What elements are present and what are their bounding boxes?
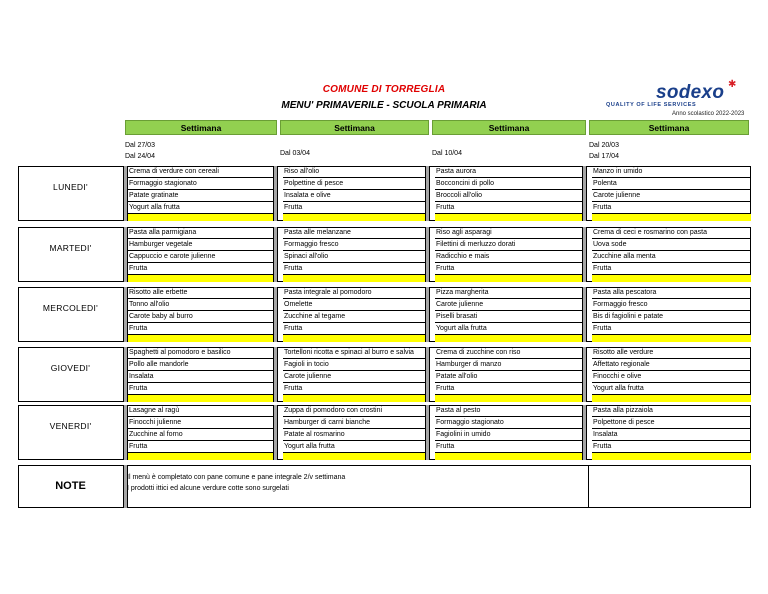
week-dates-4 (589, 140, 619, 162)
highlight-bar (592, 275, 751, 282)
highlight-bar (283, 395, 425, 402)
column-divider (273, 166, 278, 221)
column-divider (273, 287, 278, 342)
cell-rule (128, 201, 273, 202)
menu-item: Pollo alle mandorle (129, 361, 189, 368)
column-divider (425, 347, 430, 402)
day-label: VENERDI' (49, 421, 92, 431)
cell-rule (592, 310, 751, 311)
highlight-bar (592, 453, 751, 460)
cell-rule (435, 177, 582, 178)
column-divider (273, 347, 278, 402)
cell-rule (283, 358, 425, 359)
menu-item: Insalata (129, 373, 154, 380)
highlight-bar (283, 214, 425, 221)
column-divider (425, 405, 430, 460)
cell-rule (592, 262, 751, 263)
cell-rule (435, 310, 582, 311)
column-divider (582, 347, 587, 402)
menu-item: Frutta (284, 204, 303, 211)
cell-rule (128, 358, 273, 359)
week-date: Dal 27/03 (125, 142, 155, 149)
cell-rule (283, 238, 425, 239)
notes-label: NOTE (55, 480, 86, 492)
column-divider (588, 465, 589, 508)
cell-rule (283, 262, 425, 263)
cell-rule (128, 238, 273, 239)
column-divider (425, 287, 430, 342)
day-label: MARTEDI' (49, 243, 92, 253)
cell-rule (435, 189, 582, 190)
menu-item: Lasagne al ragù (129, 407, 180, 414)
day-label: MERCOLEDI' (42, 303, 99, 313)
menu-item: Frutta (129, 385, 148, 392)
highlight-bar (128, 453, 273, 460)
menu-item: Patate gratinate (129, 192, 179, 199)
highlight-bar (435, 275, 582, 282)
menu-item: Riso all'olio (284, 168, 320, 175)
menu-item: Hamburger di carni bianche (284, 419, 370, 426)
menu-item: Frutta (593, 325, 612, 332)
menu-item: Filettini di merluzzo dorati (436, 241, 516, 248)
column-divider (273, 405, 278, 460)
menu-item: Frutta (129, 443, 148, 450)
menu-item: Radicchio e mais (436, 253, 490, 260)
menu-item: Yogurt alla frutta (129, 204, 180, 211)
cell-rule (283, 370, 425, 371)
cell-rule (283, 250, 425, 251)
cell-rule (592, 440, 751, 441)
cell-rule (435, 262, 582, 263)
menu-item: Crema di ceci e rosmarino con pasta (593, 229, 707, 236)
menu-item: Crema di verdure con cereali (129, 168, 219, 175)
menu-item: Frutta (593, 443, 612, 450)
cell-rule (435, 322, 582, 323)
cell-rule (592, 201, 751, 202)
menu-item: Polenta (593, 180, 617, 187)
menu-item: Frutta (436, 204, 455, 211)
menu-item: Spinaci all'olio (284, 253, 329, 260)
menu-item: Pasta aurora (436, 168, 477, 175)
menu-item: Spaghetti al pomodoro e basilico (129, 349, 231, 356)
week-header-3: Settimana (432, 120, 586, 135)
menu-item: Fagioli in tocio (284, 361, 329, 368)
menu-item: Riso agli asparagi (436, 229, 492, 236)
cell-rule (592, 298, 751, 299)
cell-rule (435, 440, 582, 441)
cell-rule (283, 201, 425, 202)
highlight-bar (435, 214, 582, 221)
menu-item: Frutta (436, 265, 455, 272)
cell-rule (592, 428, 751, 429)
menu-item: Pasta al pesto (436, 407, 481, 414)
menu-item: Formaggio fresco (284, 241, 339, 248)
column-divider (425, 227, 430, 282)
menu-item: Carote julienne (436, 301, 484, 308)
menu-item: Carote julienne (284, 373, 332, 380)
menu-item: Hamburger vegetale (129, 241, 193, 248)
cell-rule (435, 370, 582, 371)
menu-item: Formaggio fresco (593, 301, 648, 308)
menu-item: Bocconcini di pollo (436, 180, 494, 187)
cell-rule (592, 189, 751, 190)
highlight-bar (592, 395, 751, 402)
column-divider (582, 287, 587, 342)
menu-item: Fagiolini in umido (436, 431, 491, 438)
school-year: Anno scolastico 2022-2023 (672, 111, 745, 117)
cell-rule (435, 250, 582, 251)
cell-rule (128, 177, 273, 178)
cell-rule (128, 310, 273, 311)
cell-rule (283, 189, 425, 190)
column-divider (425, 166, 430, 221)
menu-item: Pasta alla pizzaiola (593, 407, 653, 414)
menu-item: Formaggio stagionato (436, 419, 504, 426)
menu-item: Polpettone di pesce (593, 419, 655, 426)
cell-rule (128, 370, 273, 371)
cell-rule (435, 382, 582, 383)
menu-item: Carote baby al burro (129, 313, 193, 320)
menu-item: Frutta (436, 385, 455, 392)
menu-item: Frutta (593, 265, 612, 272)
week-date: Dal 10/04 (432, 150, 462, 157)
highlight-bar (592, 335, 751, 342)
menu-item: Piselli brasati (436, 313, 478, 320)
highlight-bar (435, 335, 582, 342)
week-dates-1 (125, 140, 155, 162)
cell-rule (283, 310, 425, 311)
menu-item: Frutta (129, 325, 148, 332)
highlight-bar (435, 395, 582, 402)
cell-rule (128, 416, 273, 417)
menu-item: Frutta (129, 265, 148, 272)
cell-rule (592, 416, 751, 417)
highlight-bar (283, 275, 425, 282)
menu-item: Pasta alle melanzane (284, 229, 351, 236)
menu-item: Pasta alla pescatora (593, 289, 657, 296)
menu-item: Pasta alla parmigiana (129, 229, 197, 236)
menu-item: Patate all'olio (436, 373, 478, 380)
menu-item: Crema di zucchine con riso (436, 349, 521, 356)
logo-word: sodexo (656, 82, 725, 103)
star-icon: ✱ (728, 79, 737, 90)
column-divider (582, 405, 587, 460)
cell-rule (283, 298, 425, 299)
menu-item: Finocchi e olive (593, 373, 642, 380)
menu-item: Uova sode (593, 241, 627, 248)
week-header-4: Settimana (589, 120, 749, 135)
menu-item: Formaggio stagionato (129, 180, 197, 187)
week-dates-3 (432, 148, 462, 159)
menu-item: Yogurt alla frutta (284, 443, 335, 450)
cell-rule (435, 358, 582, 359)
menu-item: Frutta (436, 443, 455, 450)
week-header-1: Settimana (125, 120, 277, 135)
cell-rule (435, 238, 582, 239)
day-label: GIOVEDI' (50, 363, 91, 373)
highlight-bar (435, 453, 582, 460)
menu-item: Risotto alle verdure (593, 349, 654, 356)
cell-rule (283, 440, 425, 441)
cell-rule (435, 201, 582, 202)
cell-rule (128, 250, 273, 251)
menu-item: Risotto alle erbette (129, 289, 188, 296)
cell-rule (128, 428, 273, 429)
menu-item: Cappuccio e carote julienne (129, 253, 216, 260)
menu-item: Frutta (284, 385, 303, 392)
highlight-bar (128, 395, 273, 402)
menu-item: Patate al rosmarino (284, 431, 345, 438)
highlight-bar (283, 335, 425, 342)
cell-rule (592, 382, 751, 383)
highlight-bar (128, 335, 273, 342)
week-header-2: Settimana (280, 120, 429, 135)
menu-item: Insalata (593, 431, 618, 438)
menu-item: Zucchine al forno (129, 431, 183, 438)
logo-tagline: QUALITY OF LIFE SERVICES (606, 102, 697, 108)
menu-item: Finocchi julienne (129, 419, 182, 426)
week-date: Dal 24/04 (125, 153, 155, 160)
comune-title: COMUNE DI TORREGLIA (322, 84, 446, 95)
menu-item: Frutta (284, 325, 303, 332)
sodexo-logo (606, 79, 756, 122)
menu-item: Hamburger di manzo (436, 361, 502, 368)
menu-item: Zucchine al tegame (284, 313, 346, 320)
menu-item: Pasta integrale al pomodoro (284, 289, 372, 296)
menu-item: Zucchine alla menta (593, 253, 656, 260)
menu-item: Bis di fagiolini e patate (593, 313, 664, 320)
cell-rule (128, 262, 273, 263)
cell-rule (592, 238, 751, 239)
cell-rule (592, 250, 751, 251)
highlight-bar (128, 214, 273, 221)
cell-rule (435, 298, 582, 299)
cell-rule (128, 298, 273, 299)
cell-rule (592, 322, 751, 323)
menu-item: Zuppa di pomodoro con crostini (284, 407, 383, 414)
highlight-bar (283, 453, 425, 460)
week-date: Dal 20/03 (589, 142, 619, 149)
menu-item: Tortelloni ricotta e spinaci al burro e salvia (284, 349, 414, 356)
menu-item: Insalata e olive (284, 192, 331, 199)
cell-rule (128, 189, 273, 190)
column-divider (582, 227, 587, 282)
menu-item: Manzo in umido (593, 168, 643, 175)
cell-rule (592, 370, 751, 371)
cell-rule (283, 322, 425, 323)
cell-rule (435, 416, 582, 417)
day-label: LUNEDI' (53, 182, 88, 192)
menu-title: MENU' PRIMAVERILE - SCUOLA PRIMARIA (281, 100, 487, 111)
highlight-bar (592, 214, 751, 221)
note-text: I prodotti ittici ed alcune verdure cotte sono surgelati (127, 485, 289, 492)
cell-rule (283, 382, 425, 383)
menu-item: Affettato regionale (593, 361, 650, 368)
week-dates-2 (280, 148, 310, 159)
cell-rule (435, 428, 582, 429)
cell-rule (128, 382, 273, 383)
cell-rule (283, 177, 425, 178)
cell-rule (128, 322, 273, 323)
menu-item: Frutta (593, 204, 612, 211)
column-divider (273, 227, 278, 282)
menu-item: Polpettine di pesce (284, 180, 344, 187)
cell-rule (592, 177, 751, 178)
menu-item: Frutta (284, 265, 303, 272)
highlight-bar (128, 275, 273, 282)
menu-item: Carote julienne (593, 192, 641, 199)
menu-item: Yogurt alla frutta (436, 325, 487, 332)
week-date: Dal 03/04 (280, 150, 310, 157)
cell-rule (128, 440, 273, 441)
menu-item: Tonno all'olio (129, 301, 170, 308)
column-divider (582, 166, 587, 221)
week-date: Dal 17/04 (589, 153, 619, 160)
cell-rule (592, 358, 751, 359)
cell-rule (283, 416, 425, 417)
note-text: Il menù è completato con pane comune e pane integrale 2/v settimana (127, 474, 346, 481)
menu-item: Yogurt alla frutta (593, 385, 644, 392)
menu-item: Pizza margherita (436, 289, 489, 296)
cell-rule (283, 428, 425, 429)
menu-item: Broccoli all'olio (436, 192, 483, 199)
menu-item: Omelette (284, 301, 313, 308)
